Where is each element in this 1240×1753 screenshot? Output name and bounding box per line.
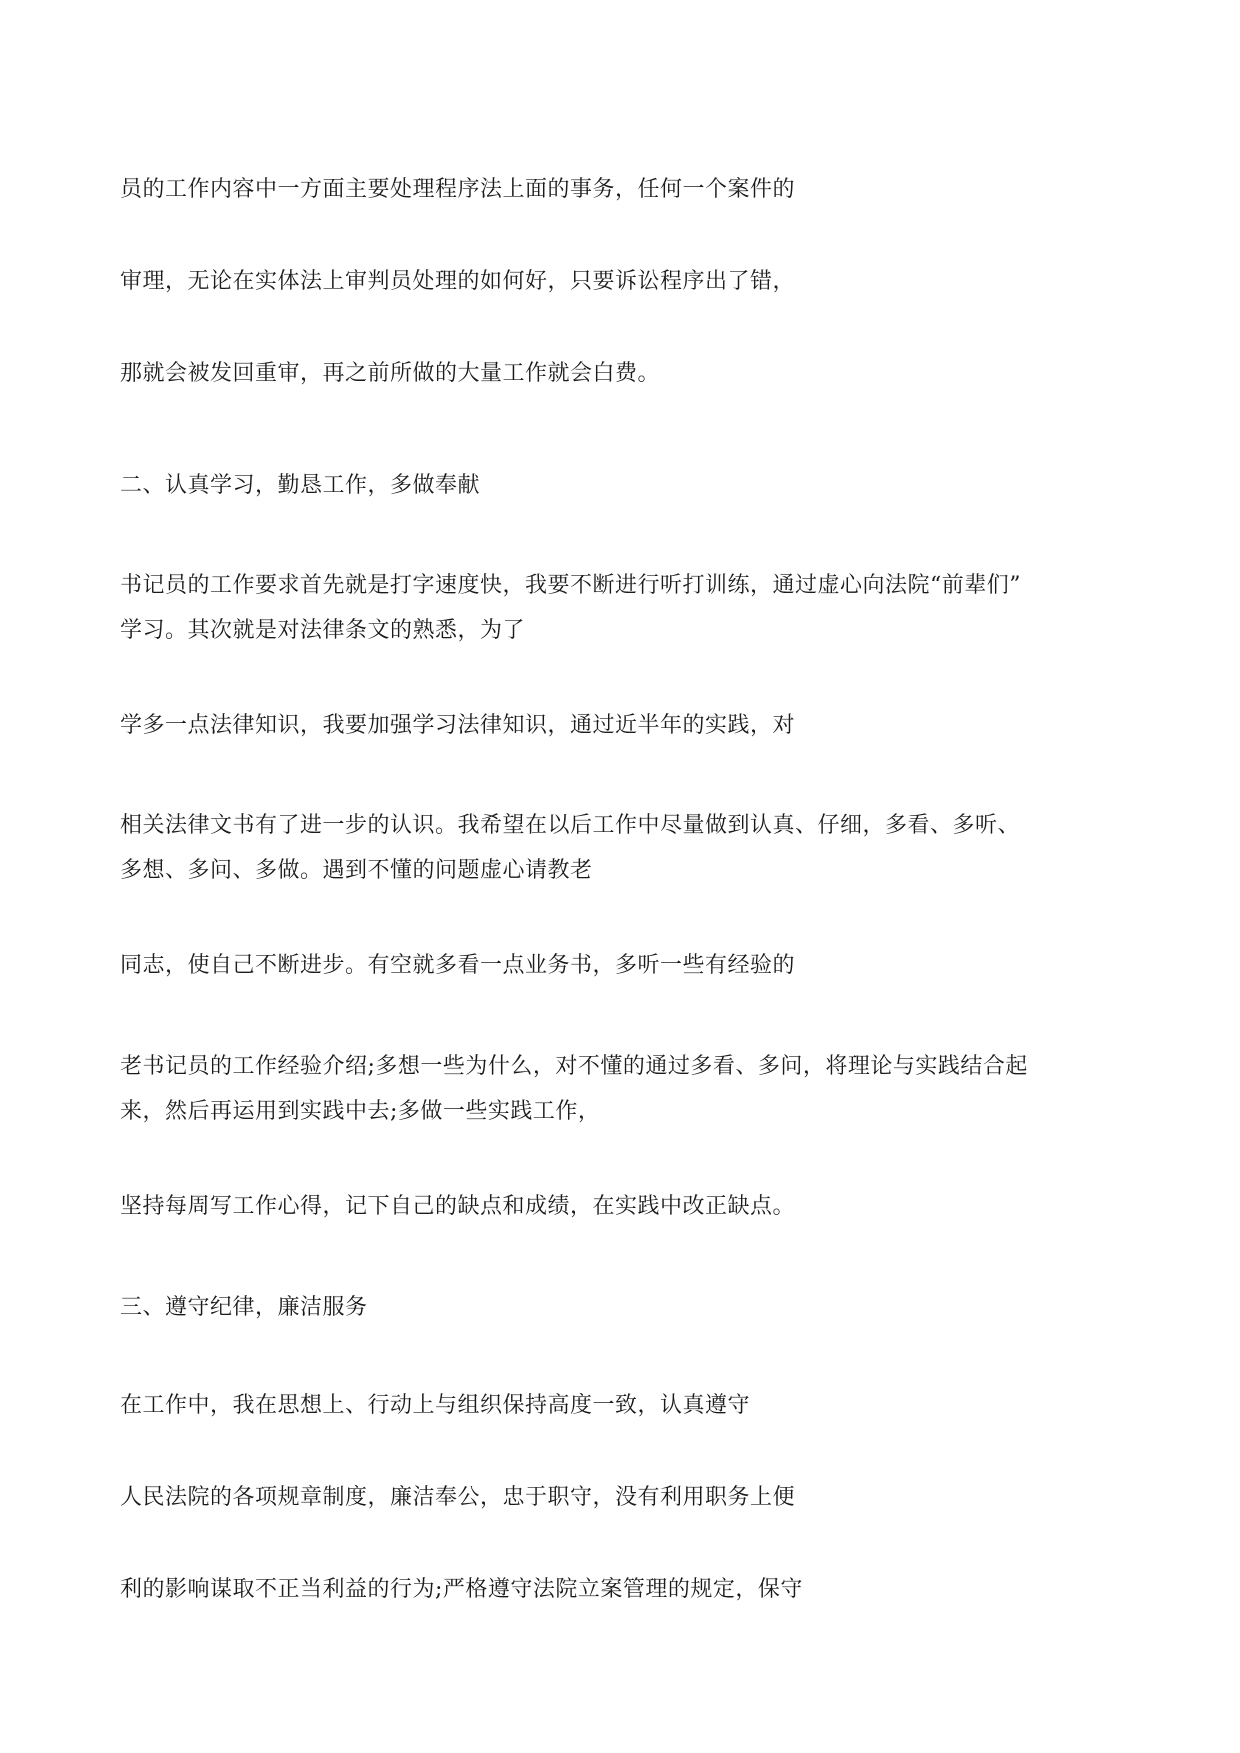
text-line: 相关法律文书有了进一步的认识。我希望在以后工作中尽量做到认真、仔细，多看、多听、 (120, 813, 1021, 838)
text-line: 人民法院的各项规章制度，廉洁奉公，忠于职守，没有利用职务上便 (120, 1485, 796, 1510)
text-line: 学多一点法律知识，我要加强学习法律知识，通过近半年的实践，对 (120, 713, 796, 738)
text-line: 那就会被发回重审，再之前所做的大量工作就会白费。 (120, 361, 661, 386)
section-heading: 三、遵守纪律，廉洁服务 (120, 1295, 368, 1320)
text-line: 来，然后再运用到实践中去;多做一些实践工作， (120, 1099, 601, 1124)
text-line: 利的影响谋取不正当利益的行为;严格遵守法院立案管理的规定，保守 (120, 1577, 803, 1602)
text-line: 老书记员的工作经验介绍;多想一些为什么，对不懂的通过多看、多问，将理论与实践结合起 (120, 1054, 1028, 1079)
text-line: 同志，使自己不断进步。有空就多看一点业务书，多听一些有经验的 (120, 953, 796, 978)
text-line: 多想、多问、多做。遇到不懂的问题虚心请教老 (120, 858, 593, 883)
text-line: 审理，无论在实体法上审判员处理的如何好，只要诉讼程序出了错， (120, 269, 796, 294)
text-line: 坚持每周写工作心得，记下自己的缺点和成绩，在实践中改正缺点。 (120, 1194, 796, 1219)
text-line: 书记员的工作要求首先就是打字速度快，我要不断进行听打训练，通过虚心向法院“前辈们” (120, 573, 1021, 598)
text-line: 学习。其次就是对法律条文的熟悉，为了 (120, 618, 526, 643)
text-line: 员的工作内容中一方面主要处理程序法上面的事务，任何一个案件的 (120, 177, 796, 202)
text-line: 在工作中，我在思想上、行动上与组织保持高度一致，认真遵守 (120, 1393, 751, 1418)
section-heading: 二、认真学习，勤恳工作，多做奉献 (120, 473, 481, 498)
